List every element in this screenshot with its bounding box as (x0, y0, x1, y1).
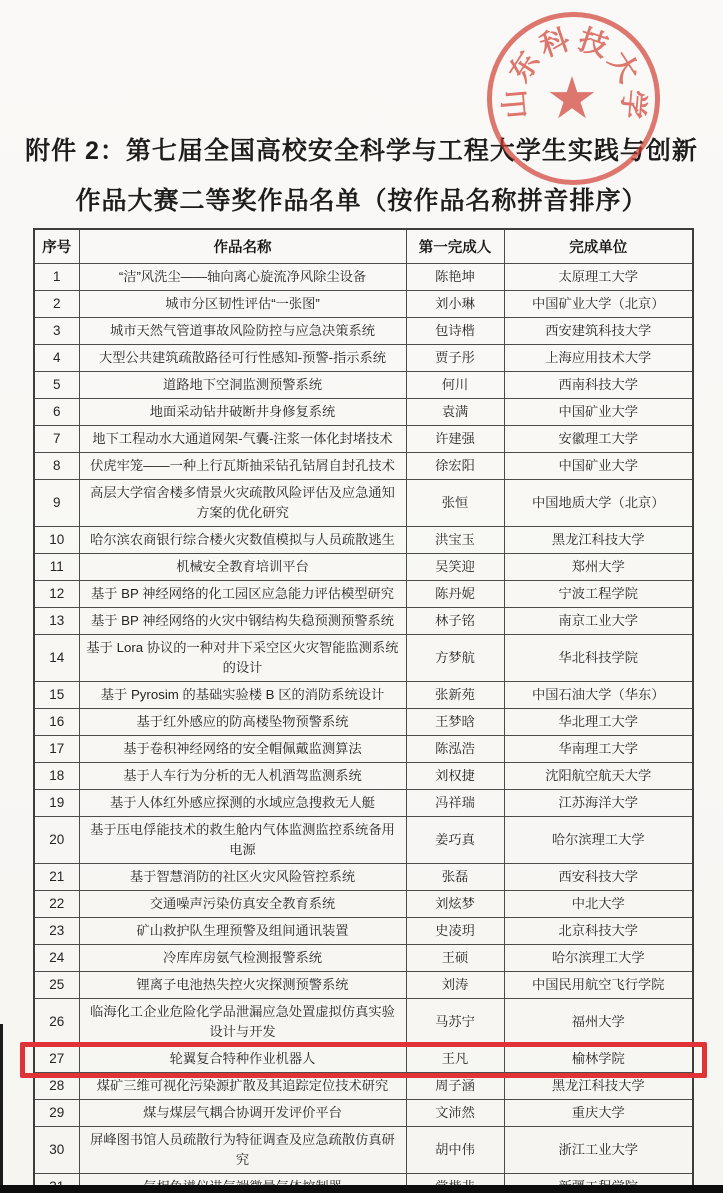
cell-title: 冷库库房氨气检测报警系统 (79, 945, 406, 972)
cell-author: 张恒 (406, 480, 504, 527)
document-title-line1: 附件 2：第七届全国高校安全科学与工程大学生实践与创新 (25, 137, 698, 165)
cell-org: 中国地质大学（北京） (504, 480, 693, 527)
seal-star-icon: ★ (545, 65, 598, 131)
table-row (34, 426, 693, 453)
cell-serial: 14 (34, 635, 79, 682)
cell-org: 南京工业大学 (504, 608, 693, 635)
cell-author: 冯祥瑞 (406, 790, 504, 817)
seal-arc-char: 山 (498, 87, 533, 120)
cell-title: 基于 BP 神经网络的火灾中钢结构失稳预测预警系统 (79, 608, 406, 635)
cell-author: 文沛然 (406, 1100, 504, 1127)
cell-title: 城市分区韧性评估“一张图” (79, 291, 406, 318)
cell-author: 许建强 (406, 426, 504, 453)
cell-serial: 22 (34, 891, 79, 918)
table-row (34, 635, 693, 682)
cell-serial: 25 (34, 972, 79, 999)
cell-serial: 4 (34, 345, 79, 372)
cell-author: 姜巧真 (406, 817, 504, 864)
table-row (34, 291, 693, 318)
cell-org: 上海应用技术大学 (504, 345, 693, 372)
table-row (34, 790, 693, 817)
cell-serial: 26 (34, 999, 79, 1046)
cell-title: 高层大学宿舍楼多情景火灾疏散风险评估及应急通知方案的优化研究 (79, 480, 406, 527)
cell-org: 郑州大学 (504, 554, 693, 581)
cell-serial: 2 (34, 291, 79, 318)
cell-title: 基于人体红外感应探测的水域应急搜救无人艇 (79, 790, 406, 817)
table-header-row (34, 229, 693, 264)
cell-title: 交通噪声污染仿真安全教育系统 (79, 891, 406, 918)
table-row (34, 453, 693, 480)
cell-org: 黑龙江科技大学 (504, 527, 693, 554)
cell-author: 林子铭 (406, 608, 504, 635)
table-row (34, 1046, 693, 1073)
awards-table-wrap (33, 228, 692, 1193)
cell-org: 中北大学 (504, 891, 693, 918)
table-row (34, 945, 693, 972)
cell-author: 刘炫梦 (406, 891, 504, 918)
cell-title: “洁”风洗尘——轴向离心旋流净风除尘设备 (79, 264, 406, 291)
cell-title: 基于红外感应的防高楼坠物预警系统 (79, 709, 406, 736)
cell-title: 锂离子电池热失控火灾探测预警系统 (79, 972, 406, 999)
cell-serial: 5 (34, 372, 79, 399)
table-row (34, 864, 693, 891)
cell-title: 基于卷积神经网络的安全帽佩戴监测算法 (79, 736, 406, 763)
table-row (34, 372, 693, 399)
cell-title: 基于人车行为分析的无人机酒驾监测系统 (79, 763, 406, 790)
cell-serial: 18 (34, 763, 79, 790)
cell-title: 矿山救护队生理预警及组间通讯装置 (79, 918, 406, 945)
cell-org: 中国石油大学（华东） (504, 682, 693, 709)
cell-serial: 16 (34, 709, 79, 736)
cell-title: 哈尔滨农商银行综合楼火灾数值模拟与人员疏散逃生 (79, 527, 406, 554)
cell-author: 陈泓浩 (406, 736, 504, 763)
cell-org: 安徽理工大学 (504, 426, 693, 453)
cell-serial: 17 (34, 736, 79, 763)
cell-author: 陈艳坤 (406, 264, 504, 291)
cell-org: 黑龙江科技大学 (504, 1073, 693, 1100)
cell-org: 宁波工程学院 (504, 581, 693, 608)
cell-serial: 8 (34, 453, 79, 480)
table-row (34, 318, 693, 345)
cell-org: 浙江工业大学 (504, 1127, 693, 1174)
table-row (34, 554, 693, 581)
cell-author: 何川 (406, 372, 504, 399)
cell-org: 西安科技大学 (504, 864, 693, 891)
cell-author: 史凌玥 (406, 918, 504, 945)
cell-author: 吴笑迎 (406, 554, 504, 581)
seal-arc-char: 科 (535, 23, 574, 64)
table-row (34, 1073, 693, 1100)
table-row (34, 736, 693, 763)
cell-author: 王硕 (406, 945, 504, 972)
cell-author: 包诗楷 (406, 318, 504, 345)
seal-arc-char: 东 (503, 45, 546, 88)
cell-author: 徐宏阳 (406, 453, 504, 480)
cell-org: 重庆大学 (504, 1100, 693, 1127)
cell-title: 煤矿三维可视化污染源扩散及其追踪定位技术研究 (79, 1073, 406, 1100)
table-row (34, 999, 693, 1046)
table-row (34, 918, 693, 945)
cell-org: 中国矿业大学（北京） (504, 291, 693, 318)
seal-arc-char: 技 (573, 23, 612, 64)
cell-author: 方梦航 (406, 635, 504, 682)
table-row (34, 1127, 693, 1174)
cell-org: 沈阳航空航天大学 (504, 763, 693, 790)
cell-serial: 24 (34, 945, 79, 972)
seal-arc-char: 大 (601, 45, 644, 88)
cell-author: 洪宝玉 (406, 527, 504, 554)
cell-serial: 29 (34, 1100, 79, 1127)
cell-title: 基于压电俘能技术的救生舱内气体监测监控系统备用电源 (79, 817, 406, 864)
table-row (34, 1100, 693, 1127)
cell-author: 周子涵 (406, 1073, 504, 1100)
cell-title: 城市天然气管道事故风险防控与应急决策系统 (79, 318, 406, 345)
table-row (34, 682, 693, 709)
cell-org: 哈尔滨理工大学 (504, 817, 693, 864)
cell-org: 华南理工大学 (504, 736, 693, 763)
cell-author: 袁满 (406, 399, 504, 426)
cell-author: 王梦晗 (406, 709, 504, 736)
cell-serial: 11 (34, 554, 79, 581)
table-row (34, 527, 693, 554)
header-cell-title: 作品名称 (79, 229, 406, 264)
cell-serial: 6 (34, 399, 79, 426)
cell-title: 基于 Pyrosim 的基础实验楼 B 区的消防系统设计 (79, 682, 406, 709)
cell-serial: 21 (34, 864, 79, 891)
cell-title: 地面采动钻井破断井身修复系统 (79, 399, 406, 426)
cell-serial: 1 (34, 264, 79, 291)
table-row (34, 345, 693, 372)
cell-title: 屏峰图书馆人员疏散行为特征调查及应急疏散仿真研究 (79, 1127, 406, 1174)
cell-org: 福州大学 (504, 999, 693, 1046)
table-row (34, 581, 693, 608)
university-seal-stamp (487, 12, 660, 185)
cell-author: 刘涛 (406, 972, 504, 999)
cell-org: 榆林学院 (504, 1046, 693, 1073)
cell-title: 煤与煤层气耦合协调开发评价平台 (79, 1100, 406, 1127)
cell-org: 华北科技学院 (504, 635, 693, 682)
table-row (34, 480, 693, 527)
awards-table-body (34, 264, 693, 1193)
cell-author: 马苏宁 (406, 999, 504, 1046)
cell-title: 轮翼复合特种作业机器人 (79, 1046, 406, 1073)
cell-author: 刘权捷 (406, 763, 504, 790)
cell-org: 太原理工大学 (504, 264, 693, 291)
cell-org: 中国矿业大学 (504, 453, 693, 480)
cell-author: 贾子彤 (406, 345, 504, 372)
cell-serial: 13 (34, 608, 79, 635)
document-title-line2: 作品大赛二等奖作品名单（按作品名称拼音排序） (75, 187, 648, 215)
table-row (34, 891, 693, 918)
cell-title: 地下工程动水大通道网架-气囊-注浆一体化封堵技术 (79, 426, 406, 453)
cell-serial: 9 (34, 480, 79, 527)
cell-author: 胡中伟 (406, 1127, 504, 1174)
cell-title: 基于 Lora 协议的一种对井下采空区火灾智能监测系统的设计 (79, 635, 406, 682)
cell-org: 中国矿业大学 (504, 399, 693, 426)
cell-title: 伏虎牢笼——一种上行瓦斯抽采钻孔钻屑自封孔技术 (79, 453, 406, 480)
cell-title: 基于智慧消防的社区火灾风险管控系统 (79, 864, 406, 891)
table-row (34, 264, 693, 291)
cell-serial: 15 (34, 682, 79, 709)
cell-org: 北京科技大学 (504, 918, 693, 945)
table-row (34, 972, 693, 999)
cell-org: 中国民用航空飞行学院 (504, 972, 693, 999)
cell-org: 西南科技大学 (504, 372, 693, 399)
cell-title: 道路地下空洞监测预警系统 (79, 372, 406, 399)
header-cell-org: 完成单位 (504, 229, 693, 264)
table-row (34, 608, 693, 635)
table-row (34, 763, 693, 790)
cell-title: 临海化工企业危险化学品泄漏应急处置虚拟仿真实验设计与开发 (79, 999, 406, 1046)
cell-serial: 30 (34, 1127, 79, 1174)
table-row (34, 817, 693, 864)
cell-author: 张新苑 (406, 682, 504, 709)
cell-org: 西安建筑科技大学 (504, 318, 693, 345)
cell-serial: 28 (34, 1073, 79, 1100)
seal-arc-char: 学 (614, 87, 649, 120)
cell-serial: 7 (34, 426, 79, 453)
cell-serial: 20 (34, 817, 79, 864)
cell-org: 华北理工大学 (504, 709, 693, 736)
cell-org: 哈尔滨理工大学 (504, 945, 693, 972)
bottom-scan-bar (0, 1185, 723, 1193)
cell-author: 张磊 (406, 864, 504, 891)
cell-author: 陈丹妮 (406, 581, 504, 608)
cell-author: 王凡 (406, 1046, 504, 1073)
header-cell-author: 第一完成人 (406, 229, 504, 264)
cell-serial: 3 (34, 318, 79, 345)
table-row (34, 709, 693, 736)
left-scan-edge (0, 1024, 3, 1193)
cell-serial: 10 (34, 527, 79, 554)
cell-serial: 19 (34, 790, 79, 817)
cell-serial: 27 (34, 1046, 79, 1073)
header-cell-serial: 序号 (34, 229, 79, 264)
cell-title: 机械安全教育培训平台 (79, 554, 406, 581)
cell-title: 基于 BP 神经网络的化工园区应急能力评估模型研究 (79, 581, 406, 608)
table-row (34, 399, 693, 426)
cell-serial: 12 (34, 581, 79, 608)
cell-org: 江苏海洋大学 (504, 790, 693, 817)
cell-title: 大型公共建筑疏散路径可行性感知-预警-指示系统 (79, 345, 406, 372)
cell-serial: 23 (34, 918, 79, 945)
awards-table (33, 228, 694, 1193)
cell-author: 刘小琳 (406, 291, 504, 318)
